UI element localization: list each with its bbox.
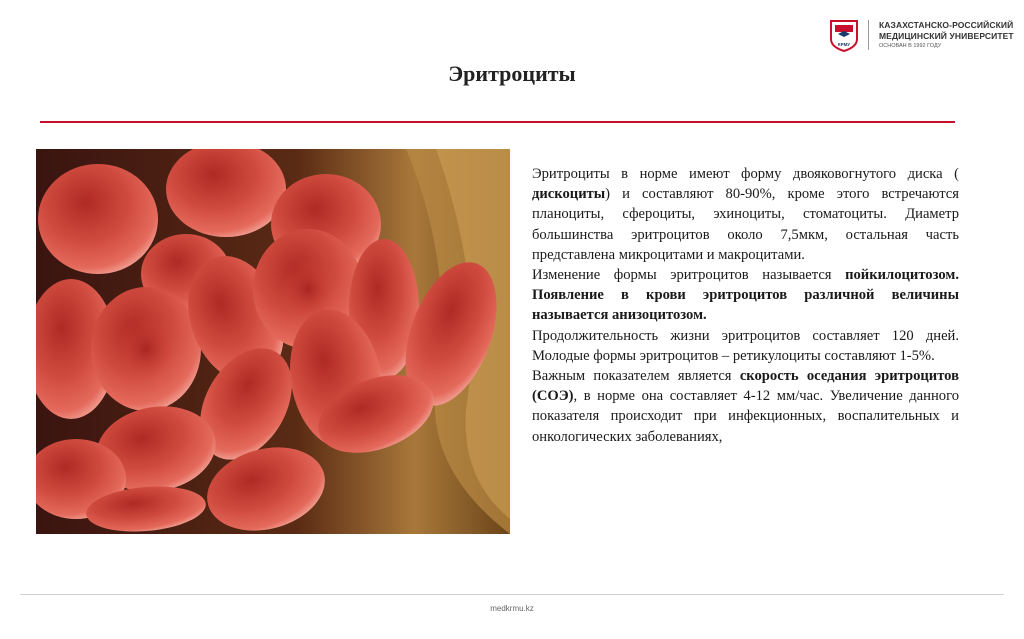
text-run: Продолжительность жизни эритроцитов составляет 120 дней. Молодые формы эритроцитов – ретикулоциты составляют 1-5%. — [532, 327, 959, 364]
logo-text: КРМУ — [837, 42, 851, 47]
university-founded: ОСНОВАН В 1992 ГОДУ — [879, 43, 942, 49]
footer-site: medkrmu.kz — [490, 604, 534, 613]
text-run: Изменение формы эритроцитов называется — [532, 267, 846, 284]
paragraph — [532, 164, 959, 265]
red-blood-cells-photo — [36, 149, 510, 534]
text-run: , в норме она составляет 4-12 мм/час. Увеличение данного показателя происходит при инфекционных, воспалительных и онкологических заболеваниях, — [532, 388, 959, 445]
text-run: Эритроциты в норме имеют форму двояковогнутого диска ( — [532, 166, 959, 182]
bold-text-run: дискоциты — [532, 186, 606, 203]
slide-title: Эритроциты — [448, 61, 576, 86]
footer-divider — [20, 594, 1004, 595]
body-text — [532, 164, 959, 447]
bold-text-run: скорость оседания эритроцитов (СОЭ) — [532, 368, 959, 405]
text-run: ) и составляют 80-90%, кроме этого встречаются планоциты, сфероциты, эхиноциты, стоматоциты. Диаметр большинства эритроцитов около 7,5мкм, остальная часть представлена микроцитами и макроцитами. — [532, 186, 959, 263]
paragraph — [532, 326, 959, 366]
bold-text-run: пойкилоцитозом. Появление в крови эритроцитов различной величины называется анизоцитозом. — [532, 267, 959, 324]
university-name-line2: МЕДИЦИНСКИЙ УНИВЕРСИТЕТ — [879, 31, 1014, 41]
logo-separator — [868, 20, 869, 50]
title-divider — [40, 121, 955, 123]
university-name-line1: КАЗАХСТАНСКО-РОССИЙСКИЙ — [879, 20, 1014, 30]
university-logo-icon — [829, 19, 859, 52]
paragraph — [532, 265, 959, 326]
paragraph — [532, 366, 959, 447]
text-run: Важным показателем является — [532, 368, 740, 385]
university-name — [879, 20, 1014, 51]
